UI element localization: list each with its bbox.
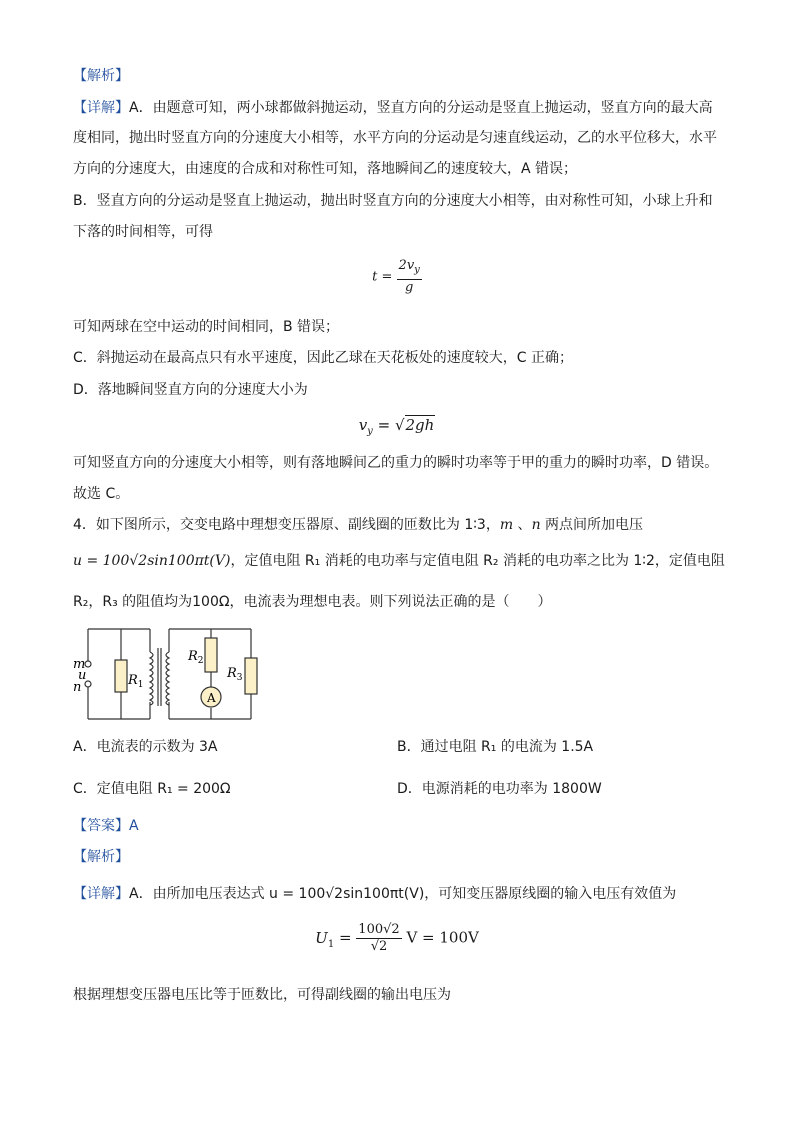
conclusion-line: 故选 C。 xyxy=(73,486,130,502)
detail-line-2: 度相同，抛出时竖直方向的分速度大小相等，水平方向的分运动是匀速直线运动，乙的水平位移大，水平 xyxy=(73,130,717,146)
ammeter-label: A xyxy=(207,691,216,705)
voltage-expression: u = 100√2sin100πt(V) xyxy=(73,553,231,569)
formula-u1-denominator: √2 xyxy=(370,939,388,954)
option-c[interactable]: C．定值电阻 R₁ = 200Ω xyxy=(73,781,231,797)
terminal-m xyxy=(85,661,91,667)
label-m: m xyxy=(73,657,86,672)
formula-u1-lhs: U xyxy=(315,928,328,947)
detail-line-8: D．落地瞬间竖直方向的分速度大小为 xyxy=(73,382,308,398)
formula-vy-radicand: 2gh xyxy=(405,416,435,434)
formula-u1-rhs: V = 100V xyxy=(401,928,479,947)
question-4-text-1: 4．如下图所示，交变电路中理想变压器原、副线圈的匝数比为 1∶3， xyxy=(73,517,500,533)
formula-u1-subscript: 1 xyxy=(327,938,335,950)
analysis-heading xyxy=(73,66,129,86)
formula-vy-equals: = xyxy=(372,416,395,434)
detail-line-5: 下落的时间相等，可得 xyxy=(73,224,213,240)
resistor-r2 xyxy=(205,638,217,672)
detail-line-4: B．竖直方向的分运动是竖直上抛运动，抛出时竖直方向的分速度大小相等，由对称性可知，小球上升和 xyxy=(73,193,713,209)
detail-line-3: 方向的分速度大，由速度的合成和对称性可知，落地瞬间乙的速度较大，A 错误； xyxy=(73,161,578,177)
formula-u1 xyxy=(0,922,794,955)
point-m-label: m xyxy=(499,517,514,533)
label-r2: $R_2$ xyxy=(188,649,204,666)
formula-time-subscript: y xyxy=(414,264,420,276)
question-4-text-3: ，定值电阻 R₁ 消耗的电功率与定值电阻 R₂ 消耗的电功率之比为 1∶2，定值电阻 xyxy=(230,553,725,569)
detail-line-9: 可知竖直方向的分速度大小相等，则有落地瞬间乙的重力的瞬时功率等于甲的重力的瞬时功率，D 错误。 xyxy=(73,455,719,471)
label-r1: $R_1$ xyxy=(128,673,144,690)
formula-time-numerator: 2v xyxy=(398,258,415,273)
detail-label: 【详解】 xyxy=(73,100,129,116)
circuit-diagram xyxy=(70,624,270,724)
detail-line-1 xyxy=(73,98,713,118)
formula-u1-fraction xyxy=(356,922,401,955)
formula-time xyxy=(0,258,794,296)
detail2-line-1 xyxy=(73,884,676,904)
question-4-line-3: R₂，R₃ 的阻值均为100Ω，电流表为理想电表。则下列说法正确的是（ ） xyxy=(73,594,552,610)
label-r3: $R_3$ xyxy=(227,666,243,683)
analysis-label: 【解析】 xyxy=(73,68,129,84)
question-4-text-2: 两点间所加电压 xyxy=(540,517,644,533)
formula-time-fraction xyxy=(397,258,422,296)
detail-line-6: 可知两球在空中运动的时间相同，B 错误； xyxy=(73,319,340,335)
formula-vy-subscript: y xyxy=(367,426,373,437)
answer-line: 【答案】A xyxy=(73,818,139,834)
option-b[interactable]: B．通过电阻 R₁ 的电流为 1.5A xyxy=(397,739,594,755)
resistor-r3 xyxy=(245,658,257,694)
resistor-r1 xyxy=(115,660,127,692)
detail-line-7: C．斜抛运动在最高点只有水平速度，因此乙球在天花板处的速度较大，C 正确； xyxy=(73,350,573,366)
detail-text-1: A．由题意可知，两小球都做斜抛运动，竖直方向的分运动是竖直上抛运动，竖直方向的最大高 xyxy=(129,100,713,116)
question-4-line-2 xyxy=(73,551,725,571)
formula-u1-numerator: 100√2 xyxy=(358,922,400,937)
formula-vy: $v_y = √2gh$ xyxy=(358,416,435,437)
formula-vy-lhs: v xyxy=(358,416,368,434)
question-4-separator: 、 xyxy=(513,517,532,533)
formula-time-denominator: g xyxy=(405,279,414,295)
formula-time-lhs: t = xyxy=(372,269,393,285)
detail2-line-2: 根据理想变压器电压比等于匝数比，可得副线圈的输出电压为 xyxy=(73,987,451,1003)
analysis-heading-2: 【解析】 xyxy=(73,849,129,865)
label-n: n xyxy=(73,680,82,695)
detail2-text: A．由所加电压表达式 u = 100√2sin100πt(V)，可知变压器原线圈的输入电压有效值为 xyxy=(129,886,677,902)
label-u: u xyxy=(78,668,87,683)
detail2-label: 【详解】 xyxy=(73,886,129,902)
option-a[interactable]: A．电流表的示数为 3A xyxy=(73,739,218,755)
point-n-label: n xyxy=(531,517,541,533)
question-4-line-1 xyxy=(73,515,643,535)
option-d[interactable]: D．电源消耗的电功率为 1800W xyxy=(397,781,602,797)
formula-u1-equals: = xyxy=(334,928,357,947)
